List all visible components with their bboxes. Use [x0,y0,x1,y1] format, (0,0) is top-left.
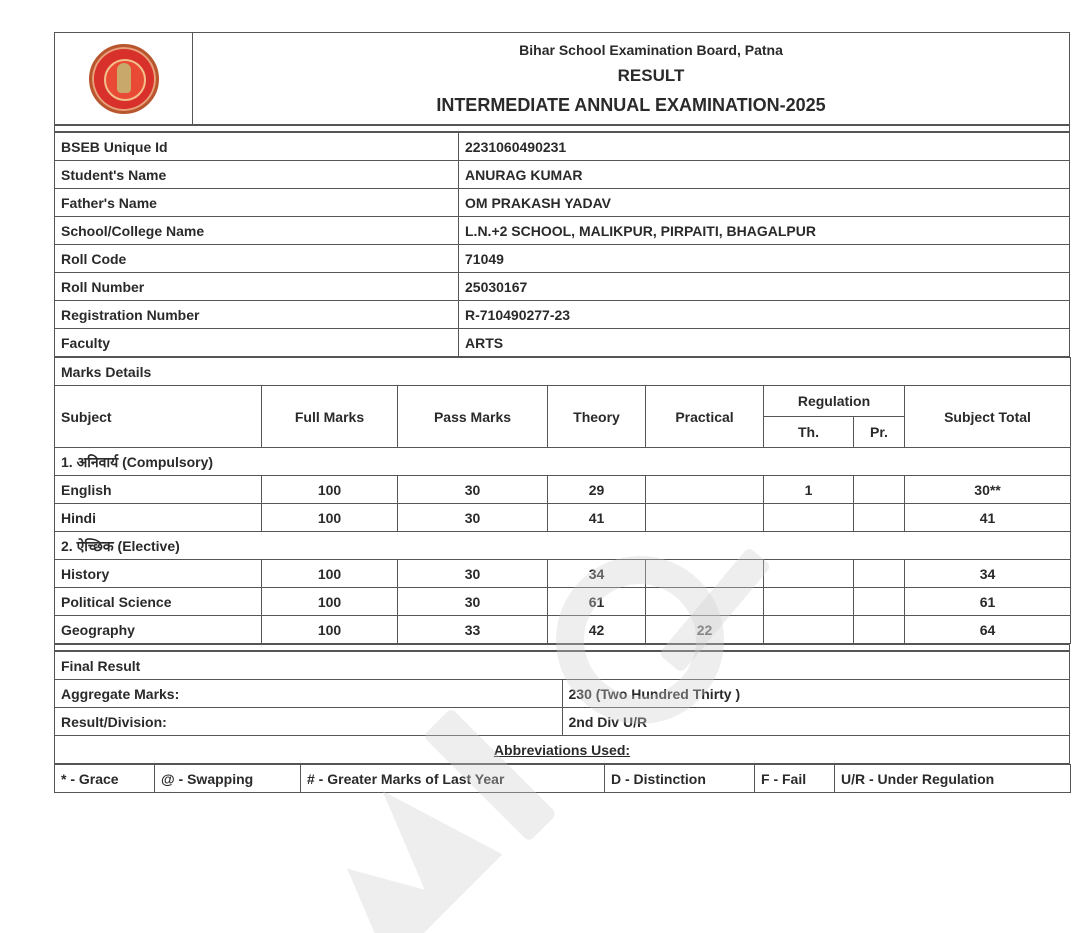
cell-pass: 30 [398,560,548,588]
info-label: Roll Code [55,245,459,273]
final-result-title: Final Result [55,652,1070,680]
cell-full: 100 [262,588,398,616]
exam-title: INTERMEDIATE ANNUAL EXAMINATION-2025 [436,94,826,115]
cell-pass: 30 [398,588,548,616]
board-name: Bihar School Examination Board, Patna [519,41,783,58]
abbreviation-item: U/R - Under Regulation [835,765,1071,793]
cell-total: 34 [905,560,1071,588]
info-row [55,161,1070,189]
cell-subject: Hindi [55,504,262,532]
subject-row [55,476,1071,504]
abbreviation-item: # - Greater Marks of Last Year [301,765,605,793]
info-value: R-710490277-23 [459,301,1070,329]
info-label: School/College Name [55,217,459,245]
info-value: 25030167 [459,273,1070,301]
cell-practical [646,504,764,532]
cell-total: 30** [905,476,1071,504]
abbreviation-item: * - Grace [55,765,155,793]
subject-row [55,560,1071,588]
info-value: 2231060490231 [459,133,1070,161]
cell-total: 64 [905,616,1071,644]
info-label: Student's Name [55,161,459,189]
cell-total: 41 [905,504,1071,532]
student-info-table [54,132,1070,357]
aggregate-label: Aggregate Marks: [55,680,563,708]
cell-theory: 29 [548,476,646,504]
cell-reg-pr [854,476,905,504]
cell-reg-pr [854,616,905,644]
col-practical: Practical [646,386,764,448]
final-result-table [54,651,1070,764]
subject-row [55,616,1071,644]
bseb-seal-logo-icon [89,44,159,114]
result-sheet [54,32,1070,793]
cell-reg-th: 1 [764,476,854,504]
cell-full: 100 [262,476,398,504]
col-subject: Subject [55,386,262,448]
info-row [55,189,1070,217]
cell-pass: 30 [398,476,548,504]
cell-theory: 42 [548,616,646,644]
abbreviations-table [54,764,1071,793]
cell-subject: English [55,476,262,504]
division-label: Result/Division: [55,708,563,736]
info-row [55,329,1070,357]
aggregate-value: 230 (Two Hundred Thirty ) [562,680,1070,708]
info-label: BSEB Unique Id [55,133,459,161]
header-table [54,32,1070,125]
cell-practical: 22 [646,616,764,644]
col-pass-marks: Pass Marks [398,386,548,448]
subject-row [55,588,1071,616]
cell-theory: 34 [548,560,646,588]
cell-reg-pr [854,560,905,588]
cell-subject: History [55,560,262,588]
cell-reg-th [764,560,854,588]
cell-pass: 33 [398,616,548,644]
cell-practical [646,588,764,616]
abbreviations-title: Abbreviations Used: [55,736,1070,764]
abbreviation-item: @ - Swapping [155,765,301,793]
cell-reg-pr [854,588,905,616]
cell-theory: 61 [548,588,646,616]
info-row [55,217,1070,245]
info-value: OM PRAKASH YADAV [459,189,1070,217]
info-label: Faculty [55,329,459,357]
cell-theory: 41 [548,504,646,532]
info-label: Roll Number [55,273,459,301]
subject-group-title: 2. ऐच्छिक (Elective) [55,532,1071,560]
info-row [55,273,1070,301]
divider [55,126,1070,132]
info-label: Registration Number [55,301,459,329]
cell-practical [646,560,764,588]
cell-reg-th [764,504,854,532]
col-subject-total: Subject Total [905,386,1071,448]
cell-reg-pr [854,504,905,532]
info-value: L.N.+2 SCHOOL, MALIKPUR, PIRPAITI, BHAGALPUR [459,217,1070,245]
cell-subject: Political Science [55,588,262,616]
info-row [55,245,1070,273]
cell-pass: 30 [398,504,548,532]
division-value: 2nd Div U/R [562,708,1070,736]
col-full-marks: Full Marks [262,386,398,448]
col-regulation: Regulation [764,386,905,417]
cell-reg-th [764,616,854,644]
divider [55,645,1070,651]
result-label: RESULT [617,65,685,85]
info-value: ARTS [459,329,1070,357]
col-reg-pr: Pr. [854,417,905,448]
cell-total: 61 [905,588,1071,616]
subject-row [55,504,1071,532]
col-theory: Theory [548,386,646,448]
cell-practical [646,476,764,504]
cell-full: 100 [262,560,398,588]
cell-subject: Geography [55,616,262,644]
info-value: 71049 [459,245,1070,273]
cell-full: 100 [262,616,398,644]
logo-cell [55,33,193,125]
cell-full: 100 [262,504,398,532]
cell-reg-th [764,588,854,616]
abbreviation-item: F - Fail [755,765,835,793]
title-cell [193,33,1070,125]
col-reg-th: Th. [764,417,854,448]
abbreviation-item: D - Distinction [605,765,755,793]
subject-group-title: 1. अनिवार्य (Compulsory) [55,448,1071,476]
info-value: ANURAG KUMAR [459,161,1070,189]
marks-table [54,357,1071,644]
marks-section-title: Marks Details [55,358,1071,386]
info-row [55,301,1070,329]
info-row [55,133,1070,161]
info-label: Father's Name [55,189,459,217]
